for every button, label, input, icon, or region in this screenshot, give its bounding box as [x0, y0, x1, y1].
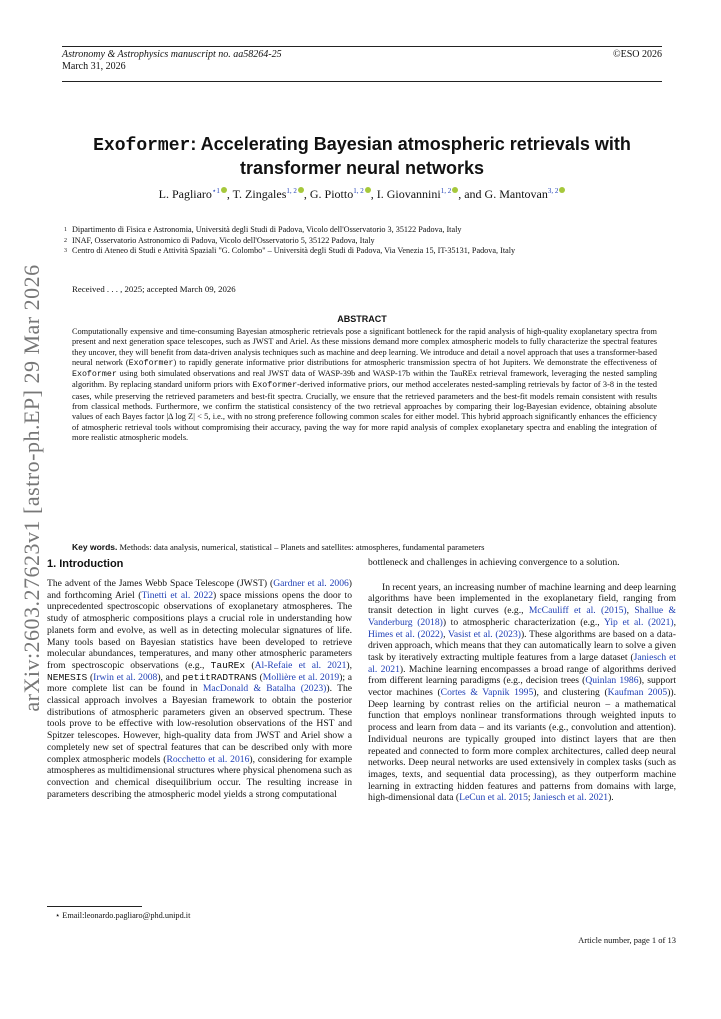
- affiliations: [64, 225, 657, 257]
- body-text: ;: [527, 792, 533, 804]
- body-text: ), considering for example atmospheres as multidimensional structures where physical phenomena such as convection and chemical disequilibrium occur. The resulting increase in parameters describing the atmospheric model yields a strong computational: [47, 753, 353, 800]
- body-text: ) to atmospheric characterization (e.g.,: [442, 616, 604, 628]
- abstract-code: Exoformer: [72, 370, 117, 380]
- arxiv-id: arXiv:2603.27623v1 [astro-ph.EP] 29 Mar 2026: [19, 264, 44, 712]
- keywords-label: Key words.: [72, 542, 118, 552]
- body-text: ), support vector machines (: [368, 675, 676, 699]
- body-text: ,: [443, 628, 449, 640]
- body-text: ),: [346, 659, 353, 671]
- citation-link[interactable]: Tinetti et al. 2022: [141, 589, 214, 601]
- affiliation-number: 2: [64, 237, 67, 244]
- citation-link[interactable]: Janiesch et al. 2021: [368, 651, 676, 675]
- paper-title: [62, 133, 662, 179]
- author: , and G. Mantovan: [458, 187, 548, 201]
- author: , I. Giovannini: [370, 187, 441, 201]
- citation-link[interactable]: Al-Refaie et al. 2021: [254, 659, 347, 671]
- author-affil-sup[interactable]: 1, 2: [286, 187, 297, 195]
- abstract-body: [72, 327, 657, 443]
- body-text: ) and forthcoming Ariel (: [47, 578, 352, 601]
- citation-link[interactable]: Vasist et al. (2023): [448, 628, 521, 640]
- citation-link[interactable]: Mollière et al. 2019: [262, 671, 340, 683]
- author-affil-sup[interactable]: 1, 2: [353, 187, 364, 195]
- author-affil-sup[interactable]: ⋆1: [211, 187, 220, 195]
- affiliation-text: INAF, Osservatorio Astronomico di Padova, Vicolo dell'Osservatorio 5, 35122 Padova, Italy: [72, 235, 375, 245]
- author-affil-sup[interactable]: 1, 2: [440, 187, 452, 195]
- body-text: ,: [673, 616, 676, 628]
- citation-link[interactable]: Shallue & Vanderburg (2018): [368, 605, 676, 628]
- body-text: In recent years, an increasing number of machine learning and deep learning algorithms have been implemented in the exoplanetary field, ranging from transit detection in light curves (e.g.,: [368, 581, 676, 617]
- citation-link[interactable]: Himes et al. (2022): [368, 628, 444, 640]
- paragraph: [368, 582, 676, 804]
- running-header: [62, 46, 662, 82]
- body-text: )). Deep learning by contrast relies on the artificial neuron – a mathematical function that employs nonlinear transformations through weighted inputs to process and learn from data – and its variants (e.g., convolution and attention). Individual neurons are typically grouped into distinct layers that are then repeated and connected to form more complex architectures, called deep neural networks. Deep neural networks are used extensively in complex tasks (such as images, texts, and sequential data processing), as they outperform machine learning in extracting hidden features and patterns from domains with large, high-dimensional data (: [368, 687, 676, 804]
- body-text: ), and: [157, 671, 183, 683]
- body-text: (: [87, 671, 94, 683]
- paragraph: [47, 578, 352, 800]
- journal-line: Astronomy & Astrophysics manuscript no. aa58264-25: [62, 49, 282, 60]
- abstract-text: ) to rapidly generate informative prior distributions for atmospheric transmission spectra of hot Jupiters. We demonstrate the effectiveness of: [173, 357, 657, 367]
- abstract-text: -derived informative priors, our method accelerates nested-sampling retrievals by factor of 3-8 in the tested cases, while preserving the retrieved parameters and best-fit spectra. Crucially, we ensure that the retrieved parameters and the best-fit models remain consistent with results from classical methods. Furthermore, we confirm the statistical consistency of the two retrieval approaches by comparing their log-Bayesian evidence, obtaining absolute values of each Bayes factor |Δ log Z| < 5, i.e., with no strong preference following common scales for either model. This hybrid approach significantly enhances the efficiency of atmospheric retrieval tools without compromising their accuracy, paving the way for more rapid analysis of complex exoplanetary spectra and enabling the integration of more realistic atmospheric models.: [72, 380, 657, 442]
- body-text: The advent of the James Webb Space Telescope (JWST) (: [47, 578, 274, 589]
- affiliation-item: [64, 235, 657, 247]
- manuscript-date: March 31, 2026: [62, 61, 126, 72]
- paragraph: bottleneck and challenges in achieving convergence to a solution.: [368, 557, 620, 568]
- footnote-email: ⋆ Email:leonardo.pagliaro@phd.unipd.it: [55, 911, 191, 920]
- footnote-rule: [47, 906, 142, 907]
- affiliation-text: Centro di Ateneo di Studi e Attività Spaziali "G. Colombo" – Università degli Studi di Padova, Via Venezia 15, IT-35131, Padova, Italy: [72, 246, 516, 255]
- title-model-name: Exoformer: [93, 136, 191, 156]
- abstract-code: Exoformer: [252, 381, 298, 391]
- body-text: (: [245, 659, 255, 671]
- keywords-text: Methods: data analysis, numerical, statistical – Planets and satellites: atmospheres, fundamental parameters: [119, 542, 485, 552]
- abstract-code: Exoformer: [128, 358, 174, 368]
- body-text: ).: [608, 792, 614, 804]
- affiliation-number: 1: [64, 227, 67, 233]
- arxiv-stamp: [19, 264, 44, 712]
- received-line: Received . . . , 2025; accepted March 09, 2026: [72, 284, 236, 294]
- body-text: ). These algorithms are based on a data-driven approach, which means that they can automatically learn to solve a given task by iteratively extracting multiple features from a large dataset (: [368, 628, 676, 663]
- copyright: ©ESO 2026: [613, 49, 662, 60]
- citation-link[interactable]: Janiesch et al. 2021: [532, 792, 609, 804]
- section-heading: 1. Introduction: [47, 558, 124, 570]
- citation-link[interactable]: McCauliff et al. (2015): [528, 605, 627, 617]
- citation-link[interactable]: Rocchetto et al. 2016: [166, 753, 250, 765]
- body-text: ); a more complete list can be found in: [47, 671, 352, 695]
- abstract-heading: ABSTRACT: [337, 314, 387, 324]
- citation-link[interactable]: Gardner et al. 2006: [273, 578, 349, 589]
- affiliation-item: [64, 225, 657, 236]
- body-text: ) space missions opens the door to unprecedented spectroscopic observations of exoplanetary atmospheres. The study of atmospheric compositions plays a crucial role in understanding how planets form and evolve, as well as in detecting molecular signatures of life. Many tools based on Bayesian statistics have been developed to retrieve molecular abundances, temperatures, and many other atmospheric parameters from spectroscopic observations (e.g.,: [47, 589, 352, 671]
- column-left: [47, 578, 352, 800]
- citation-link[interactable]: Cortes & Vapnik 1995: [440, 687, 534, 699]
- column-right: [368, 557, 676, 804]
- author: L. Pagliaro: [158, 187, 212, 201]
- citation-link[interactable]: LeCun et al. 2015: [459, 792, 528, 804]
- code-text: petitRADTRANS: [182, 671, 257, 683]
- author-list: [62, 187, 662, 202]
- orcid-icon[interactable]: [559, 187, 565, 193]
- author: , T. Zingales: [226, 187, 287, 201]
- title-text: : Accelerating Bayesian atmospheric retrievals with transformer neural networks: [190, 134, 631, 178]
- author-affil-sup[interactable]: 3, 2: [547, 187, 559, 195]
- citation-link[interactable]: Kaufman 2005: [607, 687, 668, 699]
- body-text: ). Machine learning encompasses a broad range of algorithms derived from different learning paradigms (e.g., decision trees (: [368, 663, 676, 687]
- affiliation-text: Dipartimento di Fisica e Astronomia, Università degli Studi di Padova, Vicolo dell'Osservatorio 3, 35122 Padova, Italy: [72, 225, 462, 234]
- affiliation-number: 3: [64, 248, 67, 254]
- abstract-text: using both simulated observations and real JWST data of WASP-39b and WASP-17b within the TauREx retrieval framework, leveraging the nested sampling algorithm. By replacing standard uniform priors with: [72, 369, 657, 390]
- keywords: [72, 542, 657, 552]
- body-text: (: [256, 671, 263, 683]
- citation-link[interactable]: Quinlan 1986: [585, 675, 639, 687]
- page-number: Article number, page 1 of 13: [578, 935, 676, 945]
- body-text: ), and clustering (: [533, 687, 608, 699]
- affiliation-item: [64, 246, 657, 257]
- author: , G. Piotto: [303, 187, 354, 201]
- citation-link[interactable]: Irwin et al. 2008: [93, 671, 158, 683]
- citation-link[interactable]: MacDonald & Batalha (2023): [202, 683, 327, 695]
- body-text: ,: [626, 605, 635, 617]
- citation-link[interactable]: Yip et al. (2021): [603, 616, 674, 628]
- code-text: TauREx: [210, 659, 246, 671]
- abstract-text: Computationally expensive and time-consuming Bayesian atmospheric retrievals pose a significant bottleneck for the rapid analysis of high-quality exoplanetary spectra from present and next generation space telescopes, such as JWST and Ariel. As these missions demand more complex atmospheric models to fully characterize the spectral features they uncover, they will benefit from data-driven analysis techniques such as machine and deep learning. We introduce and detail a novel approach that uses a transformer-based neural network (: [72, 327, 657, 367]
- body-text: ). The classical approach involves a Bayesian framework to obtain the posterior distributions of atmospheric parameters given an observed spectrum. These tools prove to be effective with low-resolution observations of the HST and Spitzer telescopes. However, high-quality data from JWST and Ariel show a completely new set of spectral features that can be described only with more complex atmospheric models (: [47, 683, 353, 765]
- code-text: NEMESIS: [47, 671, 88, 683]
